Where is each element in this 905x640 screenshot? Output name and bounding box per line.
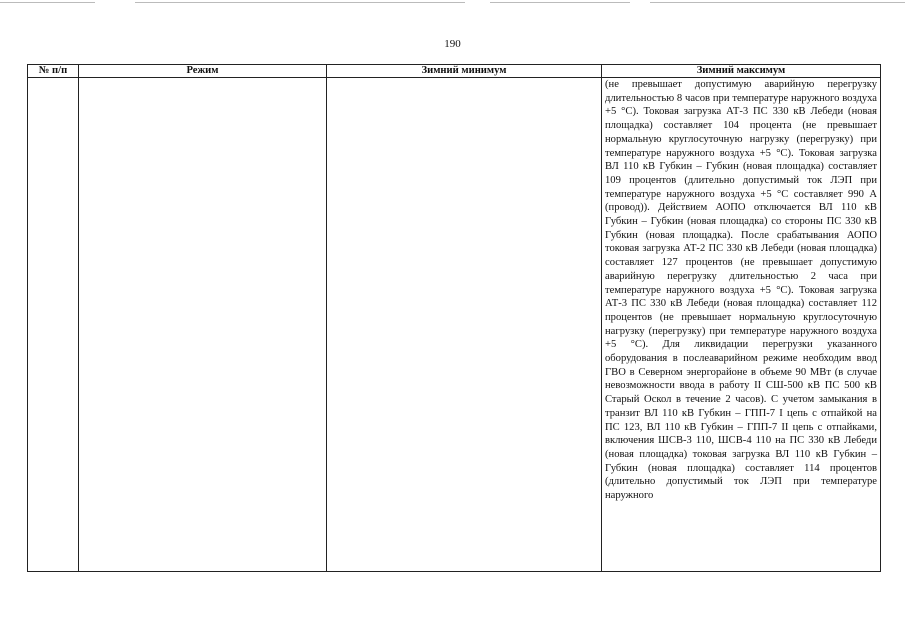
scan-artifact-line — [490, 2, 630, 3]
scan-artifact-line — [0, 2, 95, 3]
cell-winter-min — [327, 78, 602, 572]
document-table — [27, 64, 881, 572]
table-header-row — [28, 65, 881, 78]
table-row — [28, 78, 881, 572]
page-number: 190 — [444, 38, 461, 50]
header-winter-max: Зимний максимум — [602, 65, 881, 78]
header-winter-min: Зимний минимум — [327, 65, 602, 78]
header-number: № п/п — [28, 65, 79, 78]
winter-max-text: (не превышает допустимую аварийную перегрузку длительностью 8 часов при температуре наружного воздуха +5 °С). Токовая загрузка АТ-3 ПС 330 кВ Лебеди (новая площадка) составляет 104 процента (не превышает нормальную круглосуточную нагрузку (перегрузку) при температуре наружного воздуха +5 °С). Токовая загрузка ВЛ 110 кВ Губкин – Губкин (новая площадка) составляет 109 процентов (длительно допустимый ток ЛЭП при температуре наружного воздуха +5 °С составляет 990 А (провод)). Действием АОПО отключается ВЛ 110 кВ Губкин – Губкин (новая площадка) со стороны ПС 330 кВ Губкин (новая площадка). После срабатывания АОПО токовая загрузка АТ-2 ПС 330 кВ Лебеди (новая площадка) составляет 127 процентов (не превышает допустимую аварийную перегрузку длительностью 2 часа при температуре наружного воздуха +5 °С). Токовая загрузка АТ-3 ПС 330 кВ Лебеди (новая площадка) составляет 112 процентов (не превышает нормальную круглосуточную нагрузку (перегрузку) при температуре наружного воздуха +5 °С). Для ликвидации перегрузки указанного оборудования в послеаварийном режиме необходим ввод ГВО в Северном энергорайоне в объеме 90 МВт (в случае невозможности ввода в работу II СШ-500 кВ ПС 500 кВ Старый Оскол в течение 2 часов). С учетом замыкания в транзит ВЛ 110 кВ Губкин – ГПП-7 I цепь с отпайкой на ПС 123, ВЛ 110 кВ Губкин – ГПП-7 II цепь с отпайками, включения ШСВ-3 110, ШСВ-4 110 на ПС 330 кВ Лебеди (новая площадка) токовая загрузка ВЛ 110 кВ Губкин – Губкин (новая площадка) составляет 114 процентов (длительно допустимый ток ЛЭП при температуре наружного — [605, 79, 877, 502]
scan-artifact-line — [650, 2, 905, 3]
scan-artifact-line — [135, 2, 465, 3]
cell-number — [28, 78, 79, 572]
header-mode: Режим — [79, 65, 327, 78]
cell-winter-max — [602, 78, 881, 572]
cell-mode — [79, 78, 327, 572]
